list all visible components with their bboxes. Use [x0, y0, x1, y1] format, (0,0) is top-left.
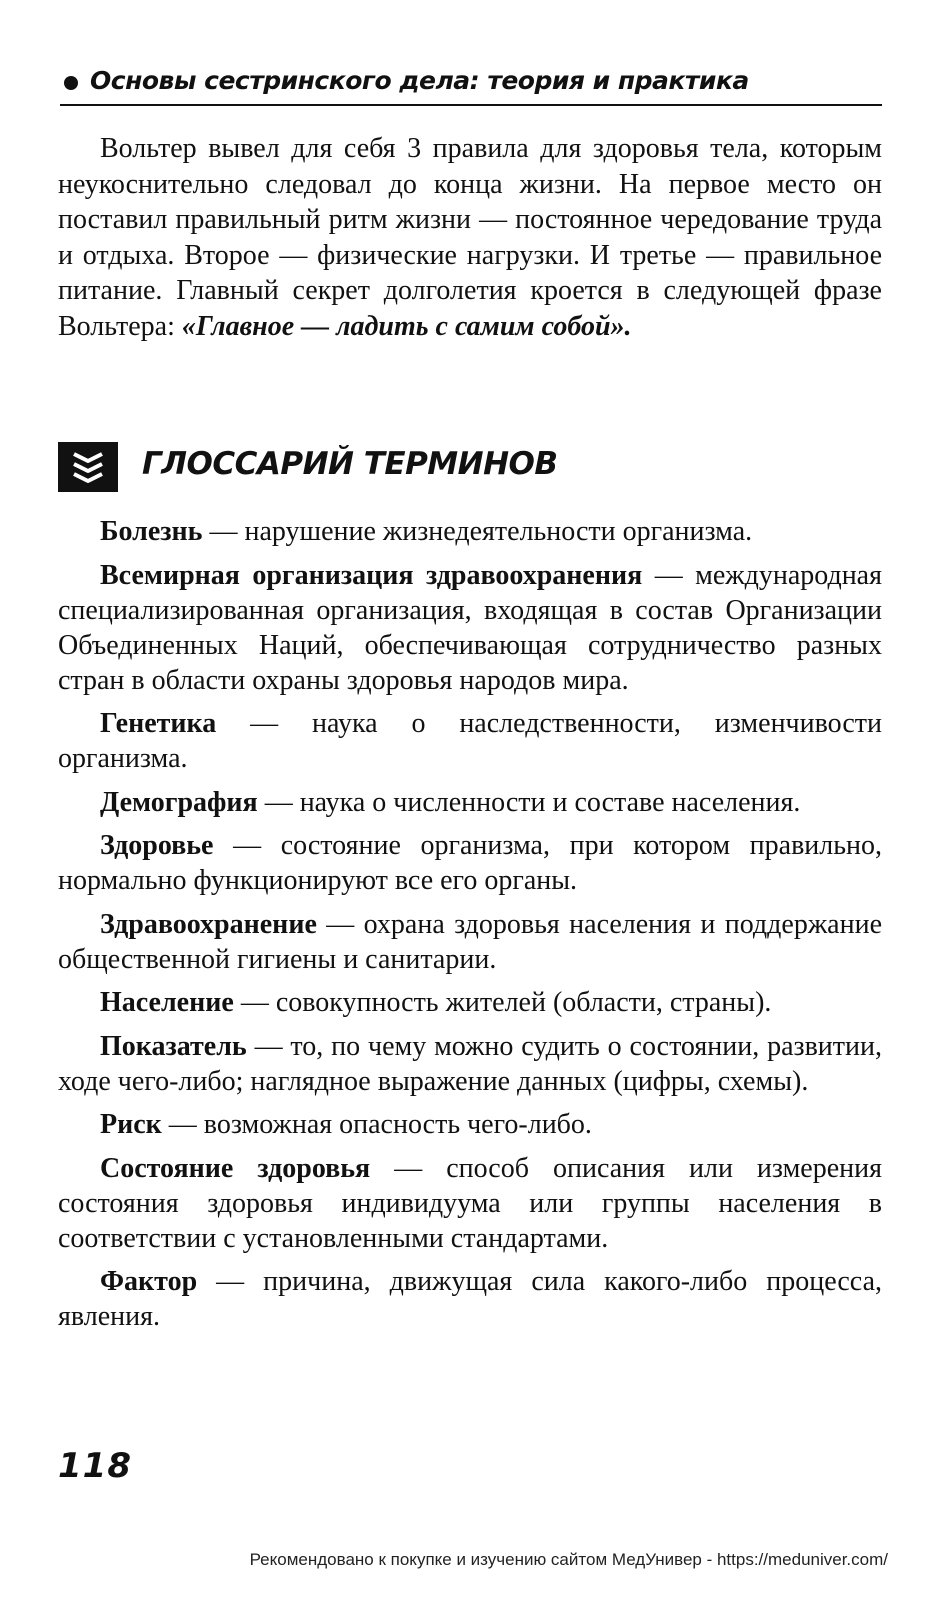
glossary-term: Состояние здоровья [100, 1152, 371, 1184]
glossary-term: Риск [100, 1109, 162, 1140]
glossary-term: Демография [100, 786, 258, 818]
glossary-term: Болезнь [100, 516, 203, 547]
glossary-entry [58, 706, 882, 776]
glossary-term: Показатель [100, 1030, 247, 1062]
glossary-entry [58, 1107, 882, 1142]
intro-paragraph [58, 131, 882, 344]
glossary-entry [58, 828, 882, 898]
page-number: 118 [58, 1446, 132, 1486]
glossary-term: Здоровье [100, 830, 214, 861]
running-header [60, 62, 882, 106]
glossary-definition: — совокупность жителей (области, страны). [233, 987, 772, 1018]
glossary-section-icon [58, 442, 118, 492]
glossary-definition: — нарушение жизнедеятельности организма. [202, 516, 753, 547]
glossary-entry [58, 1029, 882, 1099]
glossary-definition: — наука о численности и составе населения. [257, 786, 801, 818]
glossary-definition: — причина, движущая сила какого-либо процесса, явления. [58, 1266, 882, 1332]
glossary-term: Фактор [100, 1266, 198, 1297]
intro-text: Вольтер вывел для себя 3 правила для здоровья тела, которым неукоснительно следовал до конца жизни. На первое место он поставил правильный ритм жизни — постоянное чередование труда и отдыха. Второе — физические нагрузки. И третье — правильное питание. Главный секрет долголетия кроется в следующей фразе Вольтера: [58, 133, 882, 342]
glossary-entry [58, 1264, 882, 1334]
glossary-heading [58, 440, 882, 496]
footer-recommendation: Рекомендовано к покупке и изучению сайтом МедУнивер - https://meduniver.com/ [249, 1550, 888, 1569]
bullet-icon [64, 76, 78, 90]
glossary-definition: — международная специализированная организация, входящая в состав Организации Объединенных Наций, обеспечивающая сотрудничество разных стран в области охраны здоровья народов мира. [58, 559, 882, 696]
glossary-entry [58, 985, 882, 1020]
glossary-term: Население [100, 987, 234, 1018]
voltaire-quote: «Главное — ладить с самим собой». [181, 310, 632, 342]
running-header-title: Основы сестринского дела: теория и практика [90, 66, 749, 95]
glossary-term: Генетика [100, 708, 217, 739]
glossary-definition: — состояние организма, при котором правильно, нормально функционируют все его органы. [58, 830, 882, 896]
glossary-title: ГЛОССАРИЙ ТЕРМИНОВ [142, 446, 558, 482]
glossary-entry [58, 1151, 882, 1256]
glossary-definition: — возможная опасность чего-либо. [161, 1109, 592, 1140]
glossary-definition: — наука о наследственности, изменчивости организма. [58, 708, 882, 774]
glossary-term: Всемирная организация здравоохранения [100, 559, 643, 591]
glossary-entry [58, 558, 882, 698]
glossary-entry [58, 785, 882, 820]
glossary-definition: — то, по чему можно судить о состоянии, развитии, ходе чего-либо; наглядное выражение данных (цифры, схемы). [58, 1030, 882, 1097]
glossary-entry [58, 907, 882, 977]
glossary-entry [58, 514, 882, 549]
glossary-list [58, 514, 882, 1343]
glossary-definition: — охрана здоровья населения и поддержание общественной гигиены и санитарии. [58, 908, 882, 975]
glossary-definition: — способ описания или измерения состояния здоровья индивидуума или группы населения в соответствии с установленными стандартами. [58, 1152, 882, 1254]
glossary-term: Здравоохранение [100, 908, 317, 940]
